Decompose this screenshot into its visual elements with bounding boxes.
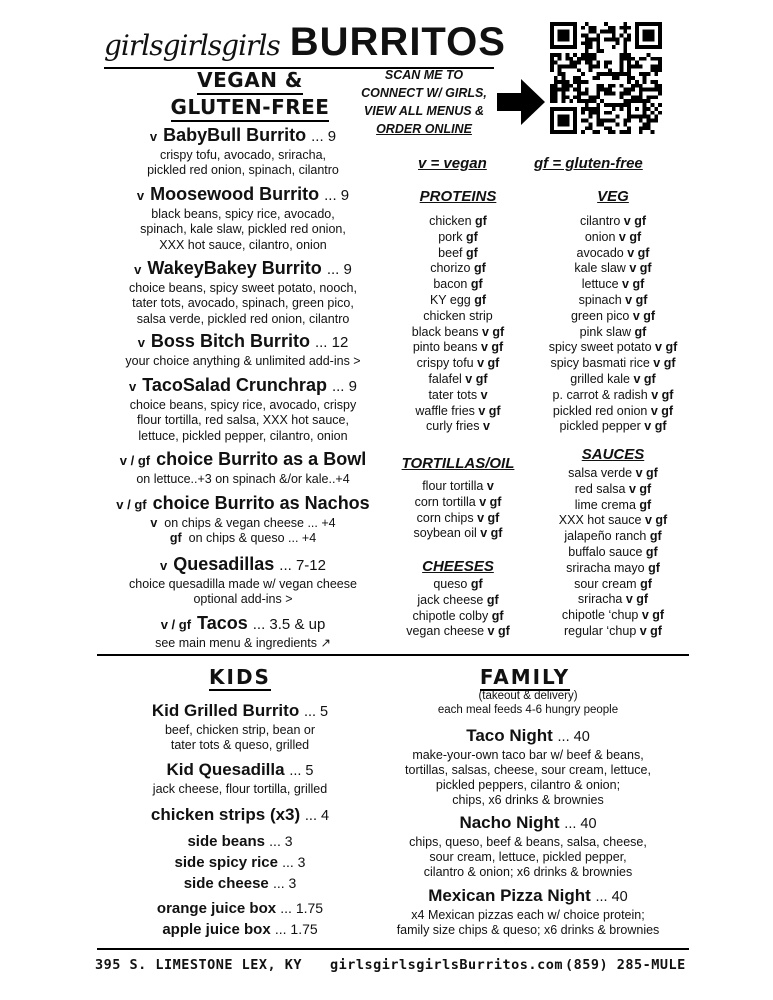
side-name: side beans	[187, 833, 265, 850]
item-name: Quesadillas	[173, 554, 275, 574]
ingredient-name: lime crema	[574, 497, 636, 512]
option-text: on chips & queso ... +4	[188, 531, 317, 546]
item-desc: flour tortilla, red salsa, XXX hot sauce,	[137, 413, 349, 428]
proteins-heading: PROTEINS	[419, 188, 497, 205]
ingredient-tag: v	[483, 419, 490, 434]
family-sub2: each meal feeds 4-6 hungry people	[437, 704, 619, 716]
item-desc: your choice anything & unlimited add-ins >	[125, 354, 361, 368]
ingredient-row	[533, 388, 693, 404]
ingredient-name: chorizo	[430, 261, 471, 276]
item-desc: salsa verde, pickled red onion, cilantro	[136, 311, 350, 326]
item-desc: choice beans, spicy sweet potato, nooch,	[129, 281, 357, 295]
kids-heading: KIDS	[209, 665, 271, 689]
item-desc: lettuce, pickled pepper, cilantro, onion	[138, 428, 348, 443]
ingredient-tag: v gf	[625, 592, 649, 607]
kid-item-name: chicken strips (x3)	[150, 805, 301, 824]
ingredient-row	[393, 340, 523, 356]
brand-word: BURRITOS	[289, 20, 506, 64]
right-arrow-icon	[497, 79, 545, 125]
ingredient-name: regular ‘chup	[564, 623, 637, 638]
item-name: choice Burrito as a Bowl	[156, 449, 367, 469]
ingredient-row	[393, 277, 523, 293]
ingredient-row	[393, 404, 523, 420]
menu-item-boss	[98, 330, 388, 369]
ingredient-row	[393, 230, 523, 246]
ingredient-tag: v gf	[487, 624, 510, 639]
ingredient-row	[533, 592, 693, 608]
ingredient-row	[393, 577, 523, 593]
ingredient-row	[393, 526, 523, 542]
ingredient-row	[533, 372, 693, 388]
ingredient-row	[533, 277, 693, 293]
ingredient-name: curly fries	[426, 419, 480, 434]
cheeses-list	[393, 577, 523, 640]
ingredient-name: buffalo sauce	[568, 544, 643, 559]
ingredient-name: spinach	[578, 292, 622, 307]
ingredient-name: pinto beans	[412, 340, 478, 355]
menu-item-tacosalad	[98, 374, 388, 444]
ingredient-tag: gf	[486, 592, 499, 607]
ingredient-name: falafel	[428, 371, 462, 386]
ingredient-name: pickled pepper	[559, 419, 641, 434]
ingredient-name: black beans	[411, 324, 479, 339]
kid-item-desc: tater tots & queso, grilled	[170, 738, 310, 752]
ingredient-tag: v gf	[629, 261, 652, 276]
ingredient-tag: v gf	[632, 308, 656, 323]
item-price: ... 9	[331, 378, 357, 395]
ingredient-tag: v gf	[465, 371, 488, 386]
footer-website-link[interactable]: girlsgirlsgirlsBurritos.com	[330, 957, 563, 973]
family-subtitle	[378, 689, 678, 717]
ingredient-name: chipotle ‘chup	[561, 608, 639, 623]
family-item-name: Nacho Night	[459, 813, 560, 832]
cheeses-heading: CHEESES	[422, 558, 494, 575]
ingredient-tag: v	[486, 479, 494, 493]
ingredient-tag: v gf	[477, 510, 500, 525]
item-name: WakeyBakey Burrito	[147, 258, 322, 278]
ingredient-tag: gf	[474, 292, 487, 307]
ingredient-tag: v gf	[635, 466, 658, 480]
item-tag: v	[137, 335, 145, 350]
ingredient-name: chicken	[429, 214, 472, 228]
ingredient-tag: v gf	[627, 245, 650, 260]
menu-item-babybull	[98, 124, 388, 179]
family-sub1: (takeout & delivery)	[478, 690, 578, 702]
ingredient-tag: gf	[473, 261, 486, 276]
menu-item-quesadillas	[98, 553, 388, 608]
footer-address: 395 S. LIMESTONE LEX, KY	[95, 957, 303, 973]
ingredient-row	[393, 624, 523, 640]
ingredient-row	[533, 561, 693, 577]
family-item-price: ... 40	[595, 889, 628, 905]
tortillas-heading: TORTILLAS/OIL	[401, 455, 515, 472]
ingredient-row	[533, 624, 693, 640]
ingredient-name: corn chips	[416, 510, 474, 525]
ingredient-row	[393, 388, 523, 404]
family-heading: FAMILY	[479, 665, 571, 689]
item-price: ... 12	[314, 334, 349, 351]
item-desc: pickled red onion, spinach, cilantro	[147, 163, 339, 178]
tortillas-list	[393, 479, 523, 542]
family-item-price: ... 40	[564, 816, 597, 832]
ingredient-tag: v gf	[655, 340, 678, 355]
ingredient-name: sriracha mayo	[566, 560, 645, 575]
ingredient-row	[533, 498, 693, 514]
item-price: ... 7-12	[279, 557, 326, 574]
ingredient-tag: gf	[466, 245, 478, 260]
kids-sides	[110, 831, 370, 940]
ingredient-name: soybean oil	[413, 526, 477, 541]
ingredient-row	[393, 293, 523, 309]
kids-item	[110, 700, 370, 753]
ingredient-row	[533, 482, 693, 498]
item-price: ... 9	[311, 128, 337, 145]
item-price: ... 3.5 & up	[252, 616, 326, 633]
item-desc: on lettuce..+3 on spinach &/or kale..+4	[136, 472, 350, 486]
item-price: ... 9	[324, 187, 350, 204]
veg-list	[533, 214, 693, 435]
item-tag: v	[149, 129, 158, 144]
ingredient-name: chipotle colby	[412, 608, 489, 623]
ingredient-name: red salsa	[574, 481, 626, 496]
qr-code-icon[interactable]	[550, 22, 662, 134]
ingredient-row	[393, 356, 523, 372]
ingredient-tag: v	[480, 387, 488, 402]
family-item-desc: cilantro & onion; x6 drinks & brownies	[423, 865, 633, 879]
menu-item-bowl	[98, 448, 388, 487]
ingredient-name: queso	[433, 577, 468, 591]
option-tag: v	[150, 516, 158, 530]
ingredient-tag: gf	[645, 544, 658, 559]
ingredient-tag: v gf	[480, 526, 503, 541]
side-name: orange juice box	[156, 900, 277, 917]
ingredient-row	[533, 340, 693, 356]
ingredient-name: grilled kale	[570, 371, 631, 386]
ingredient-row	[533, 309, 693, 325]
ingredient-tag: v gf	[628, 481, 652, 496]
ingredient-row	[393, 214, 523, 230]
ingredient-row	[393, 495, 523, 511]
ingredient-name: waffle fries	[415, 403, 475, 418]
kid-item-price: ... 5	[289, 763, 314, 779]
family-item-name: Mexican Pizza Night	[428, 886, 591, 905]
item-tag: v	[134, 262, 142, 277]
item-name: TacoSalad Crunchrap	[142, 375, 327, 395]
menu-item-tacos	[98, 612, 388, 651]
ingredient-name: kale slaw	[574, 261, 626, 276]
family-item-desc: chips, queso, beef & beans, salsa, cheese,	[409, 835, 647, 849]
family-item	[378, 885, 678, 938]
ingredient-name: salsa verde	[568, 466, 633, 480]
ingredient-row	[393, 372, 523, 388]
ingredient-row	[533, 419, 693, 435]
brand-script: girlsgirlsgirls	[104, 29, 280, 62]
item-name: Moosewood Burrito	[150, 184, 320, 204]
scan-line: SCAN ME TO	[384, 68, 464, 82]
ingredient-name: spicy basmati rice	[550, 356, 650, 371]
item-tag: v / gf	[116, 497, 147, 512]
menu-item-nachos	[98, 492, 388, 547]
side-price: ... 1.75	[280, 900, 324, 916]
ingredient-tag: v gf	[479, 494, 502, 509]
ingredient-row	[393, 419, 523, 435]
ingredient-row	[393, 246, 523, 262]
ingredient-row	[533, 246, 693, 262]
ingredient-tag: v gf	[481, 324, 505, 339]
ingredient-row	[393, 593, 523, 609]
item-tag: v	[136, 188, 145, 203]
family-item-desc: pickled peppers, cilantro & onion;	[435, 778, 621, 792]
family-item	[378, 725, 678, 808]
ingredient-row	[533, 545, 693, 561]
ingredient-row	[533, 261, 693, 277]
option-tag: gf	[169, 531, 182, 546]
scan-line: VIEW ALL MENUS &	[363, 104, 485, 118]
ingredient-name: chicken strip	[423, 308, 493, 323]
ingredient-name: tater tots	[428, 387, 478, 402]
ingredient-row	[533, 529, 693, 545]
kids-item	[110, 759, 370, 797]
item-tag: v / gf	[119, 453, 151, 468]
item-desc: see main menu & ingredients ↗	[155, 636, 331, 650]
item-desc: choice quesadilla made w/ vegan cheese	[129, 577, 357, 591]
item-name: Tacos	[197, 613, 248, 633]
ingredient-row	[533, 293, 693, 309]
ingredient-row	[393, 479, 523, 495]
veg-heading: VEG	[597, 188, 629, 205]
item-desc: optional add-ins >	[193, 592, 293, 607]
ingredient-row	[533, 608, 693, 624]
side-name: side spicy rice	[174, 854, 278, 871]
ingredient-row	[533, 404, 693, 420]
ingredient-name: corn tortilla	[414, 494, 476, 509]
item-desc: tater tots, avocado, spinach, green pico,	[132, 296, 354, 311]
ingredient-tag: gf	[648, 560, 660, 575]
family-item-desc: family size chips & queso; x6 drinks & brownies	[396, 923, 660, 937]
ingredient-name: sriracha	[577, 592, 623, 607]
ingredient-tag: gf	[470, 277, 483, 292]
family-item	[378, 812, 678, 880]
ingredient-name: pork	[438, 229, 463, 244]
kid-item-price: ... 4	[304, 808, 330, 824]
proteins-list	[393, 214, 523, 435]
item-name: choice Burrito as Nachos	[152, 493, 370, 513]
side-name: side cheese	[183, 875, 269, 892]
family-item-desc: x4 Mexican pizzas each w/ choice protein;	[411, 908, 645, 922]
ingredient-tag: gf	[639, 497, 652, 512]
ingredient-row	[393, 261, 523, 277]
ingredient-tag: gf	[491, 608, 504, 623]
ingredient-tag: v gf	[480, 340, 504, 355]
ingredient-name: pickled red onion	[552, 403, 648, 418]
ingredient-row	[393, 309, 523, 325]
item-price: ... 9	[326, 261, 352, 278]
family-item-desc: chips, x6 drinks & brownies	[452, 793, 604, 807]
item-tag: v	[159, 558, 168, 573]
ingredient-tag: v gf	[651, 387, 674, 402]
order-online-link[interactable]: ORDER ONLINE	[376, 122, 472, 136]
item-desc: spinach, kale slaw, pickled red onion,	[140, 222, 346, 237]
ingredient-row	[533, 230, 693, 246]
ingredient-name: green pico	[570, 308, 630, 323]
ingredient-tag: v gf	[641, 608, 665, 623]
ingredient-name: bacon	[433, 277, 468, 292]
ingredient-name: crispy tofu	[416, 356, 474, 371]
ingredient-tag: v gf	[644, 419, 667, 434]
sauces-heading: SAUCES	[581, 446, 645, 463]
ingredient-name: jalapeño ranch	[564, 529, 647, 544]
vegan-heading	[150, 68, 350, 122]
ingredient-name: sour cream	[574, 576, 637, 591]
ingredient-tag: v gf	[650, 403, 674, 418]
ingredient-row	[533, 466, 693, 482]
kid-item-name: Kid Quesadilla	[166, 760, 285, 779]
ingredient-name: lettuce	[581, 277, 619, 292]
ingredient-name: XXX hot sauce	[558, 513, 642, 528]
ingredient-row	[393, 511, 523, 527]
ingredient-tag: v gf	[625, 292, 648, 307]
ingredient-name: pink slaw	[579, 324, 632, 339]
ingredient-row	[533, 577, 693, 593]
kid-item-desc: beef, chicken strip, bean or	[164, 723, 316, 737]
menu-item-wakeybakey	[98, 257, 388, 327]
ingredient-tag: v gf	[639, 623, 662, 638]
kids-item	[110, 804, 370, 827]
ingredient-tag: gf	[640, 576, 652, 591]
sauces-list	[533, 466, 693, 640]
family-item-desc: tortillas, salsas, cheese, sour cream, lettuce,	[405, 763, 651, 777]
ingredient-tag: v gf	[622, 277, 645, 292]
ingredient-tag: v gf	[478, 403, 501, 418]
kid-item-name: Kid Grilled Burrito	[151, 701, 300, 720]
side-price: ... 3	[269, 833, 293, 849]
ingredient-tag: v gf	[618, 229, 642, 244]
ingredient-tag: gf	[634, 324, 647, 339]
kid-item-desc: jack cheese, flour tortilla, grilled	[152, 782, 328, 796]
ingredient-tag: gf	[475, 214, 487, 228]
ingredient-tag: v gf	[477, 356, 500, 371]
ingredient-name: cilantro	[579, 214, 621, 228]
item-desc: XXX hot sauce, cilantro, onion	[159, 237, 327, 252]
ingredient-tag: v gf	[644, 513, 668, 528]
vegan-heading-line1: VEGAN &	[197, 68, 303, 95]
ingredient-name: spicy sweet potato	[548, 340, 652, 355]
menu-item-moosewood	[98, 183, 388, 253]
legend-vegan: v = vegan	[418, 155, 487, 172]
family-item-desc: make-your-own taco bar w/ beef & beans,	[412, 748, 644, 762]
footer-phone[interactable]: (859) 285-MULE	[565, 957, 686, 973]
ingredient-name: flour tortilla	[422, 479, 484, 493]
ingredient-name: avocado	[576, 245, 624, 260]
ingredient-name: jack cheese	[417, 592, 484, 607]
item-tag: v	[129, 379, 137, 394]
ingredient-name: p. carrot & radish	[552, 387, 648, 402]
family-item-desc: sour cream, lettuce, pickled pepper,	[429, 850, 627, 864]
item-name: Boss Bitch Burrito	[150, 331, 310, 351]
family-item-price: ... 40	[557, 729, 590, 745]
item-desc: choice beans, spicy rice, avocado, crispy	[129, 398, 357, 412]
ingredient-tag: gf	[470, 577, 483, 591]
family-item-name: Taco Night	[466, 726, 553, 745]
item-tag: v / gf	[160, 617, 192, 632]
item-desc: crispy tofu, avocado, sriracha,	[159, 148, 327, 162]
section-divider	[97, 654, 689, 656]
ingredient-name: KY egg	[429, 292, 471, 307]
ingredient-name: onion	[584, 229, 616, 244]
ingredient-tag: v gf	[633, 371, 656, 386]
ingredient-row	[533, 513, 693, 529]
legend-gluten-free: gf = gluten-free	[534, 155, 643, 172]
kid-item-price: ... 5	[303, 704, 329, 720]
ingredient-name: vegan cheese	[406, 624, 485, 639]
ingredient-tag: v gf	[623, 214, 646, 228]
scan-line: CONNECT W/ GIRLS,	[361, 86, 487, 100]
ingredient-tag: gf	[466, 229, 478, 244]
vegan-heading-line2: GLUTEN-FREE	[171, 95, 330, 122]
ingredient-row	[533, 356, 693, 372]
ingredient-row	[393, 325, 523, 341]
brand-header	[104, 20, 506, 69]
side-name: apple juice box	[162, 921, 271, 938]
ingredient-row	[533, 325, 693, 341]
ingredient-tag: v gf	[653, 356, 676, 371]
ingredient-name: beef	[438, 245, 463, 260]
ingredient-tag: gf	[649, 529, 662, 544]
side-price: ... 3	[272, 875, 297, 891]
ingredient-row	[393, 609, 523, 625]
item-name: BabyBull Burrito	[163, 125, 307, 145]
footer-divider	[97, 948, 689, 950]
ingredient-row	[533, 214, 693, 230]
option-text: on chips & vegan cheese ... +4	[164, 516, 336, 530]
item-desc: black beans, spicy rice, avocado,	[151, 207, 335, 221]
side-price: ... 1.75	[274, 921, 318, 937]
side-price: ... 3	[282, 854, 306, 870]
